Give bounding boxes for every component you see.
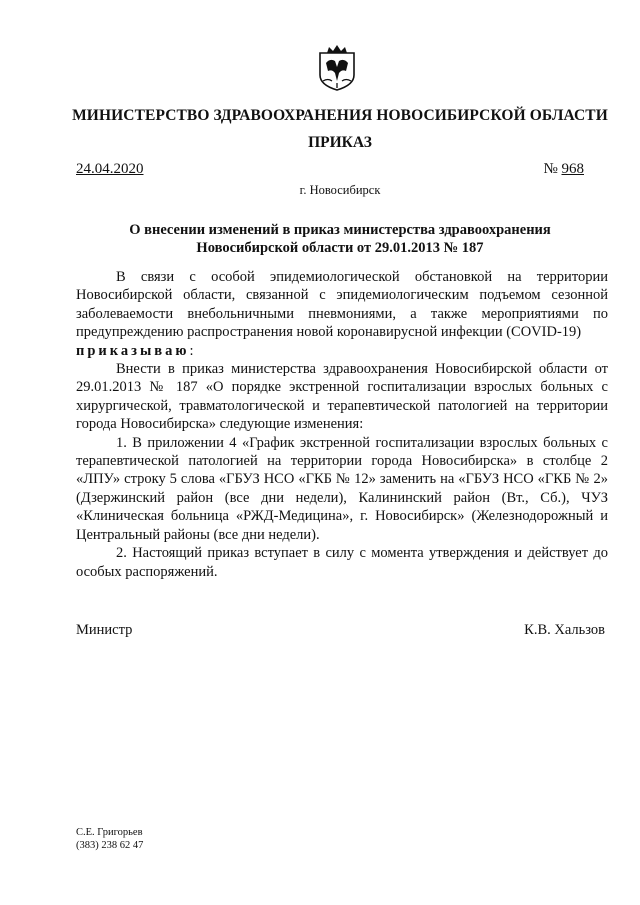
executor-phone: (383) 238 62 47 bbox=[76, 840, 144, 851]
preamble-paragraph: В связи с особой эпидемиологической обстановкой на территории Новосибирской области, связанной с эпидемиологическим подъемом сезонной заболеваемости внебольничными пневмониями, а также мероприятиями по предупреждению распространения новой коронавирусной инфекции (COVID-19) bbox=[76, 269, 608, 341]
order-body bbox=[76, 268, 608, 581]
amendment-item-2: 2. Настоящий приказ вступает в силу с момента утверждения и действует до особых распоряжений. bbox=[76, 545, 608, 580]
orders-word: приказываю bbox=[76, 342, 190, 359]
orders-statement: приказываю: bbox=[76, 342, 194, 359]
novosibirsk-coat-of-arms-icon bbox=[318, 45, 356, 91]
signatory-name: К.В. Хальзов bbox=[524, 622, 605, 638]
order-number: № 968 bbox=[543, 161, 584, 177]
document-type: ПРИКАЗ bbox=[308, 134, 372, 151]
order-date: 24.04.2020 bbox=[76, 161, 144, 177]
order-subject bbox=[120, 221, 560, 257]
executor-name: С.Е. Григорьев bbox=[76, 827, 143, 838]
city: г. Новосибирск bbox=[299, 183, 381, 197]
executor-info bbox=[76, 826, 143, 852]
subject-line-2: Новосибирской области от 29.01.2013 № 187 bbox=[196, 240, 484, 256]
amendment-paragraph: Внести в приказ министерства здравоохранения Новосибирской области от 29.01.2013 № 187 «О порядке экстренной госпитализации взрослых больных с хирургической, травматологической и терапевтической патологией на территории города Новосибирска» следующие изменения: bbox=[76, 361, 608, 433]
subject-line-1: О внесении изменений в приказ министерства здравоохранения bbox=[129, 222, 551, 238]
ministry-name: МИНИСТЕРСТВО ЗДРАВООХРАНЕНИЯ НОВОСИБИРСКОЙ ОБЛАСТИ bbox=[72, 107, 608, 124]
amendment-item-1: 1. В приложении 4 «График экстренной госпитализации взрослых больных с терапевтической патологией на территории города Новосибирска» в столбце 2 «ЛПУ» строку 5 слова «ГБУЗ НСО «ГКБ № 12» заменить на «ГБУЗ НСО «ГКБ № 2» (Дзержинский район (все дни недели), Калининский район (Вт., Сб.), ЧУЗ «Клиническая больница «РЖД-Медицина», г. Новосибирск» (Железнодорожный и Центральный районы (все дни недели). bbox=[76, 434, 608, 543]
signatory-position: Министр bbox=[76, 622, 133, 638]
